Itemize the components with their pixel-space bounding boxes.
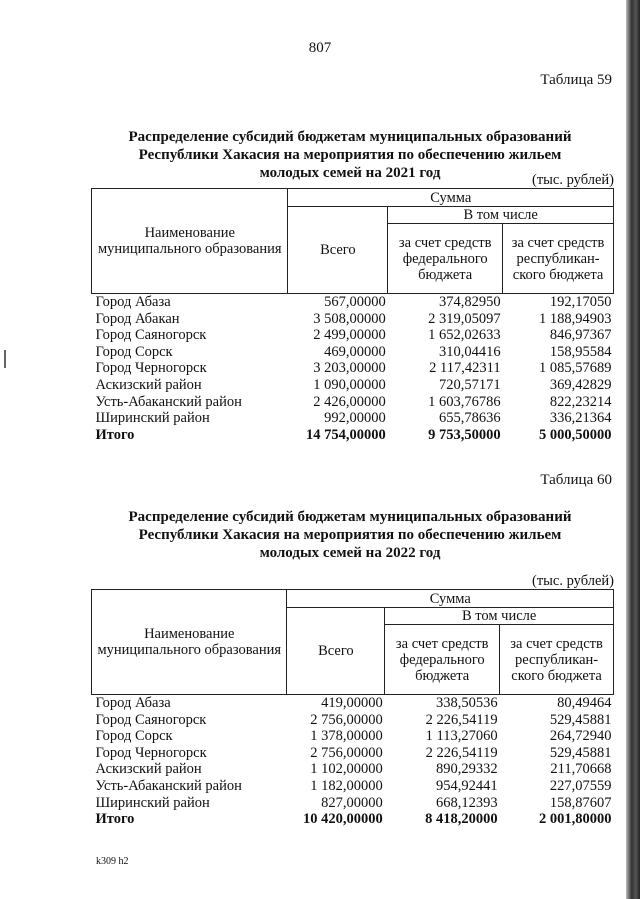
cell-name: Город Черногорск <box>95 744 207 761</box>
cell-name: Город Черногорск <box>95 360 207 377</box>
table-row <box>92 394 614 411</box>
header-republic: за счет средств республикан-ского бюджета <box>500 625 614 695</box>
cell-name: Город Сорск <box>95 728 173 745</box>
cell-federal: 2 117,42311 <box>429 360 501 377</box>
cell-name: Ширинский район <box>95 410 210 427</box>
table-label: Таблица 60 <box>540 472 612 488</box>
header-including: В том числе <box>388 207 614 224</box>
cell-republic: 1 188,94903 <box>539 310 612 327</box>
cell-name: Усть-Абаканский район <box>95 777 242 794</box>
cell-name: Аскизский район <box>95 376 202 393</box>
table-row <box>92 377 614 394</box>
cell-republic: 369,42829 <box>549 376 612 393</box>
total-federal: 9 753,50000 <box>428 426 501 443</box>
cell-republic: 1 085,57689 <box>539 360 612 377</box>
cell-republic: 529,45881 <box>549 711 612 728</box>
cell-republic: 846,97367 <box>549 327 612 344</box>
cell-federal: 1 603,76786 <box>428 393 501 410</box>
cell-name: Аскизский район <box>95 761 202 778</box>
footer-code: k309 h2 <box>96 856 129 867</box>
table-row <box>92 344 614 361</box>
header-republic: за счет средств республикан-ского бюджета <box>503 224 614 294</box>
header-total: Всего <box>288 207 388 294</box>
table-row <box>92 761 614 778</box>
cell-federal: 720,57171 <box>438 376 501 393</box>
table-row <box>92 327 614 344</box>
scan-mark <box>4 350 6 368</box>
table-row <box>92 360 614 377</box>
table-label: Таблица 59 <box>540 72 612 88</box>
cell-federal: 655,78636 <box>438 410 501 427</box>
cell-total: 469,00000 <box>324 343 386 360</box>
cell-republic: 158,95584 <box>549 343 612 360</box>
table-row <box>92 311 614 328</box>
title-line: Республики Хакасия на мероприятия по обеспечению жильем <box>138 147 562 163</box>
total-label: Итого <box>95 426 135 443</box>
data-table <box>91 188 614 443</box>
title-line: молодых семей на 2022 год <box>259 545 441 561</box>
cell-federal: 668,12393 <box>436 794 498 811</box>
cell-republic: 336,21364 <box>549 410 612 427</box>
total-sum: 10 420,00000 <box>303 811 383 828</box>
total-federal: 8 418,20000 <box>425 811 498 828</box>
cell-federal: 2 319,05097 <box>428 310 501 327</box>
cell-total: 992,00000 <box>324 410 386 427</box>
cell-republic: 529,45881 <box>549 744 612 761</box>
cell-republic: 211,70668 <box>550 761 612 778</box>
table-row <box>92 778 614 795</box>
cell-total: 1 378,00000 <box>310 728 383 745</box>
table-row <box>92 410 614 427</box>
cell-federal: 310,04416 <box>438 343 501 360</box>
table-row <box>92 795 614 812</box>
header-federal: за счет средств федерального бюджета <box>388 224 503 294</box>
table-row <box>92 728 614 745</box>
cell-republic: 227,07559 <box>549 777 612 794</box>
table-row <box>92 712 614 729</box>
cell-name: Город Сорск <box>95 343 173 360</box>
cell-federal: 338,50536 <box>436 695 498 711</box>
cell-total: 3 203,00000 <box>313 360 386 377</box>
cell-total: 2 499,00000 <box>313 327 386 344</box>
total-republic: 2 001,80000 <box>539 811 612 828</box>
cell-name: Усть-Абаканский район <box>95 393 242 410</box>
total-label: Итого <box>95 811 135 828</box>
cell-name: Город Абаза <box>95 695 171 711</box>
cell-republic: 158,87607 <box>549 794 612 811</box>
header-including: В том числе <box>385 608 614 625</box>
header-sum: Сумма <box>288 189 614 207</box>
cell-total: 567,00000 <box>324 294 386 310</box>
header-name: Наименование муниципального образования <box>92 189 288 294</box>
cell-republic: 264,72940 <box>549 728 612 745</box>
cell-federal: 2 226,54119 <box>425 711 498 728</box>
cell-total: 827,00000 <box>321 794 383 811</box>
cell-republic: 192,17050 <box>549 294 612 310</box>
data-table <box>91 589 614 828</box>
header-name: Наименование муниципального образования <box>92 590 287 695</box>
title-line: молодых семей на 2021 год <box>259 165 441 181</box>
scan-edge <box>626 0 640 899</box>
total-row <box>92 811 614 828</box>
cell-name: Город Абаза <box>95 294 171 310</box>
title-line: Республики Хакасия на мероприятия по обеспечению жильем <box>138 527 562 543</box>
title-line: Распределение субсидий бюджетам муниципальных образований <box>128 509 572 525</box>
cell-total: 2 426,00000 <box>313 393 386 410</box>
header-federal: за счет средств федерального бюджета <box>385 625 500 695</box>
table-row <box>92 695 614 712</box>
cell-name: Город Саяногорск <box>95 327 207 344</box>
cell-total: 419,00000 <box>321 695 383 711</box>
header-sum: Сумма <box>287 590 614 608</box>
cell-republic: 822,23214 <box>549 393 612 410</box>
cell-total: 2 756,00000 <box>310 711 383 728</box>
cell-total: 1 182,00000 <box>310 777 383 794</box>
cell-name: Город Абакан <box>95 310 180 327</box>
cell-federal: 890,29332 <box>436 761 498 778</box>
cell-name: Ширинский район <box>95 794 210 811</box>
cell-total: 2 756,00000 <box>310 744 383 761</box>
cell-federal: 2 226,54119 <box>425 744 498 761</box>
header-total: Всего <box>287 608 385 695</box>
table-row <box>92 294 614 311</box>
cell-total: 1 102,00000 <box>310 761 383 778</box>
cell-total: 3 508,00000 <box>313 310 386 327</box>
total-row <box>92 427 614 444</box>
unit-label: (тыс. рублей) <box>532 172 614 188</box>
cell-republic: 80,49464 <box>557 695 612 711</box>
table-row <box>92 745 614 762</box>
table-title <box>80 508 620 562</box>
cell-federal: 954,92441 <box>436 777 498 794</box>
cell-total: 1 090,00000 <box>313 376 386 393</box>
unit-label: (тыс. рублей) <box>532 573 614 589</box>
title-line: Распределение субсидий бюджетам муниципальных образований <box>128 129 572 145</box>
cell-federal: 374,82950 <box>438 294 501 310</box>
total-republic: 5 000,50000 <box>539 426 612 443</box>
cell-name: Город Саяногорск <box>95 711 207 728</box>
cell-federal: 1 652,02633 <box>428 327 501 344</box>
page-number: 807 <box>308 40 332 56</box>
cell-federal: 1 113,27060 <box>425 728 498 745</box>
total-sum: 14 754,00000 <box>306 426 386 443</box>
